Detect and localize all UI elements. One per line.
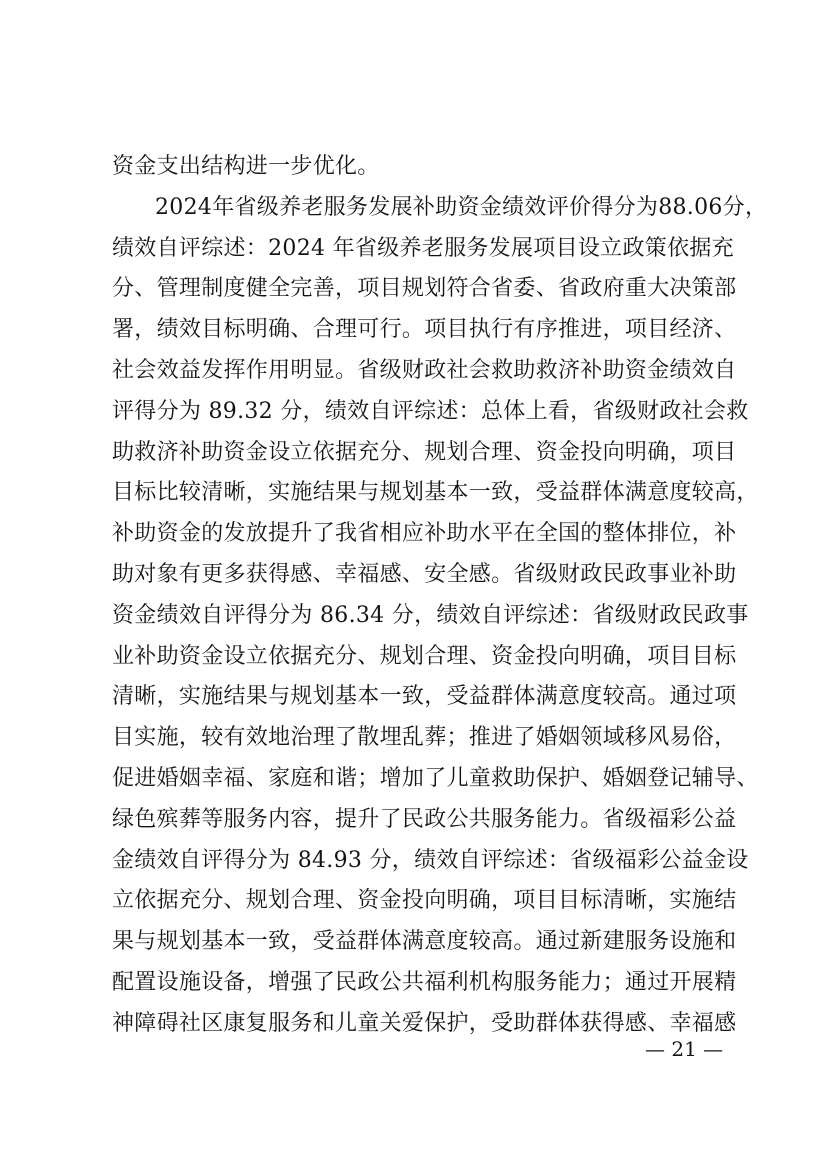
text-line: 助对象有更多获得感、幸福感、安全感。省级财政民政事业补助 [112, 561, 737, 587]
text-line: 神障碍社区康复服务和儿童关爱保护，受助群体获得感、幸福感 [112, 1010, 737, 1036]
text-line: 2024年省级养老服务发展补助资金绩效评价得分为88.06分， [155, 194, 768, 220]
text-line: 绩效自评综述：2024 年省级养老服务发展项目设立政策依据充 [112, 235, 734, 261]
text-line: 补助资金的发放提升了我省相应补助水平在全国的整体排位，补 [112, 521, 737, 547]
text-line: 清晰，实施结果与规划基本一致，受益群体满意度较高。通过项 [112, 684, 737, 710]
text-line: 分、管理制度健全完善，项目规划符合省委、省政府重大决策部 [112, 276, 737, 302]
text-line: 促进婚姻幸福、家庭和谐；增加了儿童救助保护、婚姻登记辅导、 [112, 765, 759, 791]
text-line: 资金支出结构进一步优化。 [112, 154, 380, 179]
text-line: 署，绩效目标明确、合理可行。项目执行有序推进，项目经济、 [112, 317, 737, 343]
text-line: 社会效益发挥作用明显。省级财政社会救助救济补助资金绩效自 [112, 357, 737, 383]
text-line: 配置设施设备，增强了民政公共福利机构服务能力；通过开展精 [112, 969, 737, 995]
text-line: 金绩效自评得分为 84.93 分，绩效自评综述：省级福彩公益金设 [112, 847, 749, 873]
body-text [112, 147, 768, 1045]
text-line: 助救济补助资金设立依据充分、规划合理、资金投向明确，项目 [112, 439, 737, 465]
text-line: 目标比较清晰，实施结果与规划基本一致，受益群体满意度较高， [112, 480, 759, 506]
text-line: 评得分为 89.32 分，绩效自评综述：总体上看，省级财政社会救 [112, 398, 749, 424]
text-line: 业补助资金设立依据充分、规划合理、资金投向明确，项目目标 [112, 643, 737, 669]
text-line: 果与规划基本一致，受益群体满意度较高。通过新建服务设施和 [112, 929, 737, 955]
text-line: 立依据充分、规划合理、资金投向明确，项目目标清晰，实施结 [112, 888, 737, 914]
text-line: 目实施，较有效地治理了散埋乱葬；推进了婚姻领域移风易俗， [112, 725, 737, 751]
page-number: — 21 — [645, 1037, 724, 1061]
text-line: 绿色殡葬等服务内容，提升了民政公共服务能力。省级福彩公益 [112, 806, 737, 832]
text-line: 资金绩效自评得分为 86.34 分，绩效自评综述：省级财政民政事 [112, 602, 749, 628]
